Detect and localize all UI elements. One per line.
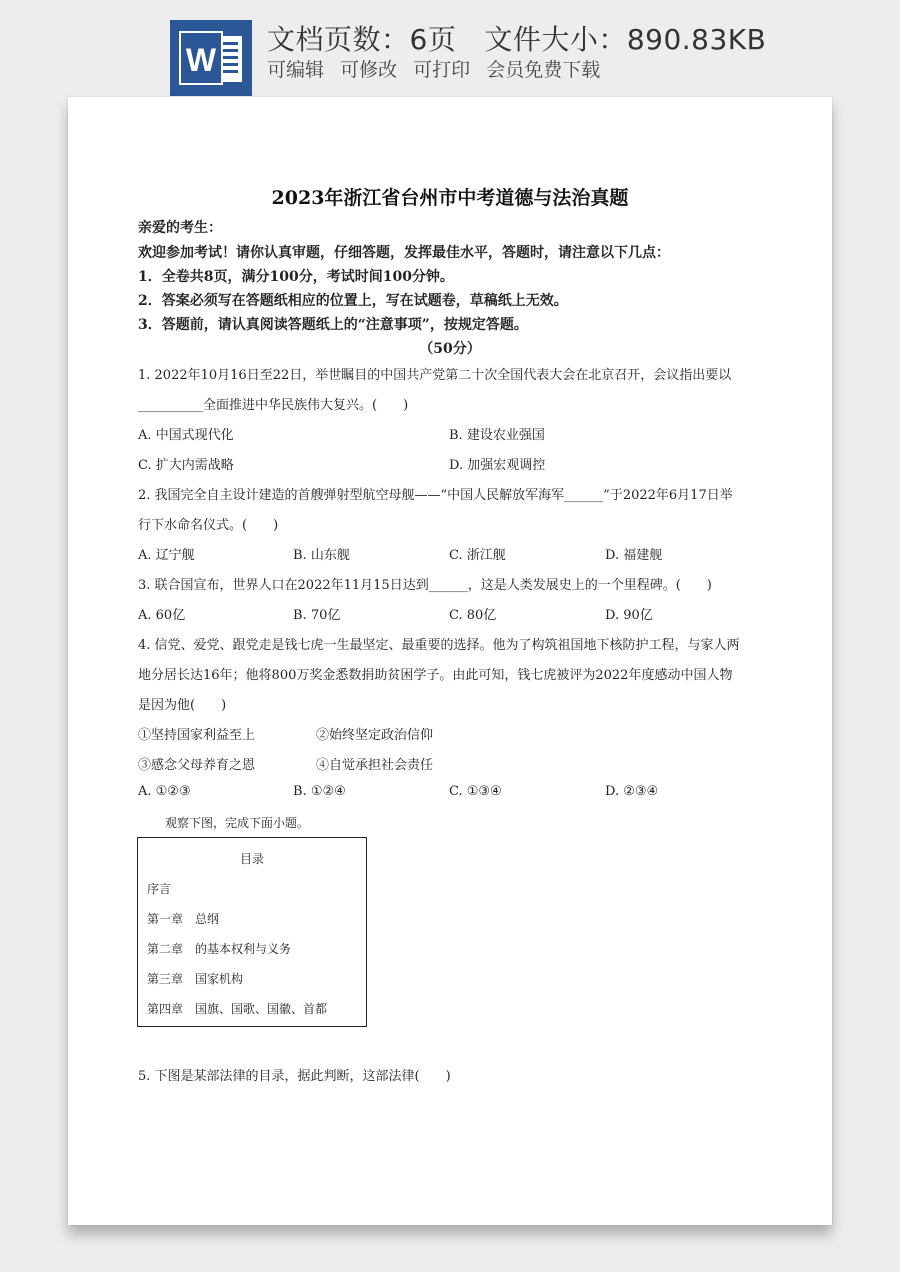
q1-option-b: B. 建设农业强国 [449, 428, 545, 443]
observe-instruction: 观察下图，完成下面小题。 [165, 816, 310, 830]
download-banner [0, 0, 900, 100]
law-table-of-contents [137, 837, 367, 1027]
q2-option-a: A. 辽宁舰 [138, 548, 195, 563]
q1-option-a: A. 中国式现代化 [138, 428, 234, 443]
note-3: 3．答题前，请认真阅读答题纸上的“注意事项”，按规定答题。 [138, 317, 528, 333]
q4-stem-line1: 4. 信党、爱党、跟党走是钱七虎一生最坚定、最重要的选择。他为了构筑祖国地下核防护工程，与家人两 [138, 638, 740, 653]
section-score: （50分） [419, 341, 481, 357]
word-document-icon [170, 20, 252, 96]
document-page [68, 97, 832, 1225]
q3-option-a: A. 60亿 [138, 608, 186, 623]
toc-item: 序言 [147, 882, 172, 896]
q4-stem-line2: 地分居长达16年；他将800万奖金悉数捐助贫困学子。由此可知，钱七虎被评为2022年度感动中国人物 [138, 668, 733, 683]
q4-option-d: D. ②③④ [605, 784, 659, 799]
feature-editable: 可编辑 [267, 59, 325, 81]
q3-option-c: C. 80亿 [449, 608, 497, 623]
q2-option-d: D. 福建舰 [605, 548, 663, 563]
q5-stem: 5. 下图是某部法律的目录，据此判断，这部法律( ) [138, 1069, 451, 1084]
q4-statement-1: ①坚持国家利益至上 [138, 728, 256, 743]
toc-item: 第三章 国家机构 [147, 972, 244, 986]
page-count-label: 文档页数：6页 [267, 23, 457, 56]
note-2: 2．答案必须写在答题纸相应的位置上，写在试题卷，草稿纸上无效。 [138, 293, 568, 309]
q4-option-c: C. ①③④ [449, 784, 502, 799]
greeting: 亲爱的考生： [138, 220, 222, 236]
q1-option-c: C. 扩大内需战略 [138, 458, 234, 473]
q1-stem-line2: __________全面推进中华民族伟大复兴。( ) [138, 398, 409, 413]
svg-text:W: W [185, 42, 217, 78]
toc-item: 第一章 总纲 [147, 912, 220, 926]
toc-item: 第四章 国旗、国歌、国徽、首都 [147, 1002, 328, 1016]
q4-option-a: A. ①②③ [138, 784, 191, 799]
q4-statement-2: ②始终坚定政治信仰 [316, 728, 434, 743]
q2-option-b: B. 山东舰 [293, 548, 350, 563]
feature-free-download: 会员免费下载 [486, 59, 601, 81]
q3-option-b: B. 70亿 [293, 608, 341, 623]
q4-statement-4: ④自觉承担社会责任 [316, 758, 434, 773]
toc-item: 第二章 的基本权利与义务 [147, 942, 292, 956]
q2-stem-line2: 行下水命名仪式。( ) [138, 518, 279, 533]
document-title: 2023年浙江省台州市中考道德与法治真题 [271, 187, 629, 209]
toc-title: 目录 [239, 852, 264, 866]
q1-option-d: D. 加强宏观调控 [449, 458, 546, 473]
q1-stem-line1: 1. 2022年10月16日至22日，举世瞩目的中国共产党第二十次全国代表大会在北京召开，会议指出要以 [138, 368, 732, 383]
q2-stem-line1: 2. 我国完全自主设计建造的首艘弹射型航空母舰——“中国人民解放军海军______”于2022年6月17日举 [138, 488, 733, 503]
q4-option-b: B. ①②④ [293, 784, 346, 799]
banner-title [267, 18, 766, 58]
feature-list [267, 55, 610, 82]
q4-stem-line3: 是因为他( ) [138, 698, 227, 713]
q3-option-d: D. 90亿 [605, 608, 653, 623]
q3-stem: 3. 联合国宣布，世界人口在2022年11月15日达到______，这是人类发展史上的一个里程碑。( ) [138, 578, 712, 593]
note-1: 1．全卷共8页，满分100分，考试时间100分钟。 [138, 269, 454, 285]
q4-statement-3: ③感念父母养育之恩 [138, 758, 256, 773]
file-size-label: 文件大小：890.83KB [484, 23, 767, 56]
feature-printable: 可打印 [413, 59, 471, 81]
welcome-text: 欢迎参加考试！请你认真审题，仔细答题，发挥最佳水平，答题时，请注意以下几点： [138, 245, 670, 261]
q2-option-c: C. 浙江舰 [449, 548, 506, 563]
feature-modifiable: 可修改 [340, 59, 398, 81]
